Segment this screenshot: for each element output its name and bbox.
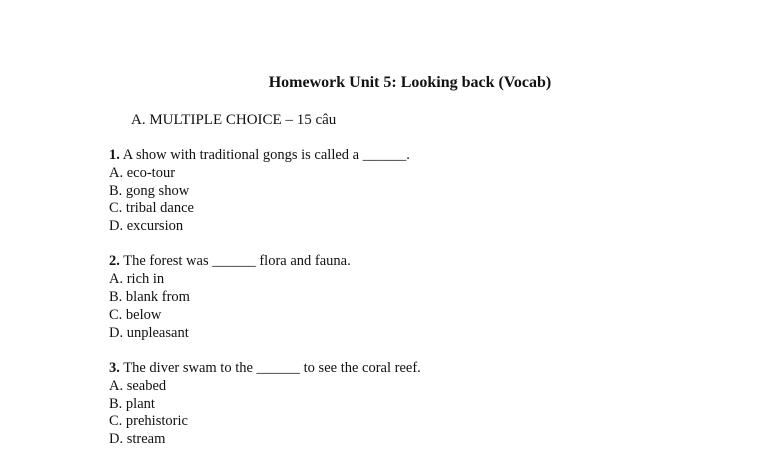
answer-option: C. below [109,306,162,323]
question-2-text [109,253,421,271]
question-3 [109,360,421,449]
question-number: 1. [109,147,120,163]
question-1 [109,147,421,236]
answer-option: A. rich in [109,271,165,288]
answer-option: B. gong show [109,182,190,199]
answer-options [109,378,421,449]
answer-option: A. eco-tour [109,164,176,181]
question-prompt: A show with traditional gongs is called a ______. [122,147,410,163]
question-prompt: The diver swam to the ______ to see the coral reef. [123,359,421,376]
answer-option: D. excursion [109,218,184,235]
document-title: Homework Unit 5: Looking back (Vocab) [268,74,552,91]
section-heading: A. MULTIPLE CHOICE – 15 câu [131,112,337,128]
answer-option: D. unpleasant [109,324,189,341]
question-list [109,147,421,466]
answer-option: B. blank from [109,289,190,306]
answer-options [109,271,421,342]
answer-option: D. stream [109,431,166,448]
answer-option: A. seabed [109,377,167,394]
question-1-text [109,147,421,165]
answer-options [109,165,421,236]
question-2 [109,253,421,342]
answer-option: C. tribal dance [109,200,194,217]
question-prompt: The forest was ______ flora and fauna. [123,253,351,270]
question-number: 2. [109,253,120,270]
answer-option: C. prehistoric [109,413,188,430]
question-number: 3. [109,359,120,376]
question-3-text [109,360,421,378]
answer-option: B. plant [109,395,155,412]
